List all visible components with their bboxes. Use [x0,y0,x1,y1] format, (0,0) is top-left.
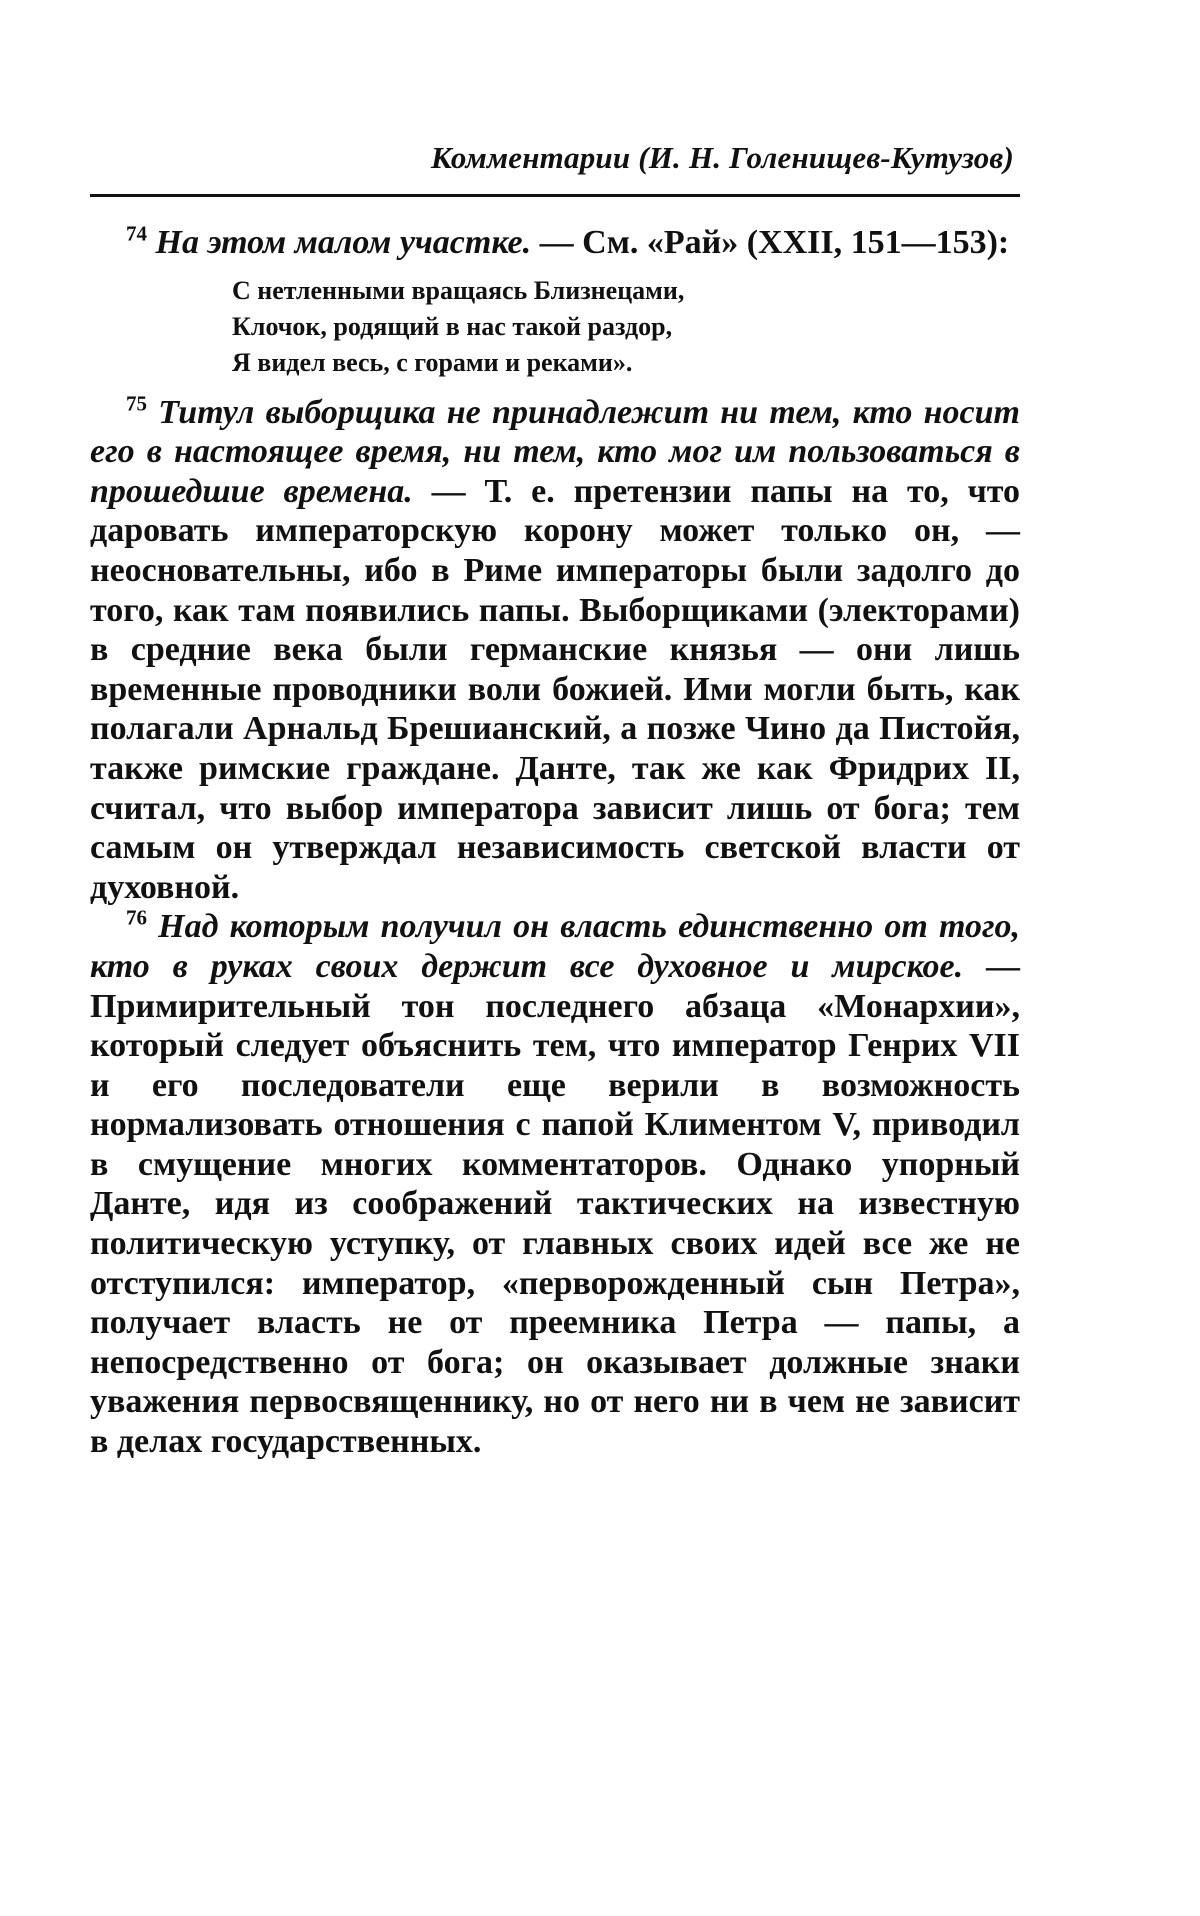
footnote-number: 74 [126,221,147,246]
running-header: Комментарии (И. Н. Голенищев-Кутузов) [430,140,1014,175]
header-rule [90,194,1020,197]
footnote-lemma: Над которым получил он власть единственно от того, кто в руках своих держит все духовное и мирское. [90,908,1020,985]
footnote-text: — См. «Рай» (XXII, 151—153): [531,224,1010,261]
footnote-text: — Примирительный тон последнего абзаца «Монархии», который следует объяснить тем, что император Генрих VII и его последователи еще верили в возможность нормализовать отношения с папой Климентом V, приводил в смущение многих комментаторов. Однако упорный Данте, идя из соображений тактических на известную политическую уступку, от главных своих идей все же не отступился: император, «перворожденный сын Петра», получает власть не от преемника Петра — папы, а непосредственно от бога; он оказывает должные знаки уважения первосвященнику, но от него ни в чем не зависит в делах государственных. [90,947,1020,1461]
verse-line: Клочок, родящий в нас такой раздор, [232,311,673,341]
verse-quote [232,273,1020,381]
footnote-number: 75 [126,391,147,416]
verse-line: С нетленными вращаясь Близнецами, [232,275,685,305]
footnote-text: — Т. е. претензии папы на то, что даровать императорскую корону может только он, — неосновательны, ибо в Риме императоры были задолго до того, как там появились папы. Выборщиками (электорами) в средние века были германские князья — они лишь временные проводники воли божией. Ими могли быть, как полагали Арнальд Брешианский, а позже Чино да Пистойя, также римские граждане. Данте, так же как Фридрих II, считал, что выбор императора зависит лишь от бога; тем самым он утверждал независимость светской власти от духовной. [90,472,1021,906]
footnote-lemma: На этом малом участке. [155,224,532,261]
footnote-75 [90,393,1020,908]
footnote-lemma: Титул выборщика не принадлежит ни тем, кто носит его в настоящее время, ни тем, кто мог им пользоваться в прошедшие времена. [90,393,1020,510]
footnote-76 [90,907,1020,1461]
verse-line: Я видел весь, с горами и реками». [232,347,633,377]
footnote-74 [90,223,1020,263]
book-page [90,140,1020,1462]
footnote-number: 76 [126,905,147,930]
